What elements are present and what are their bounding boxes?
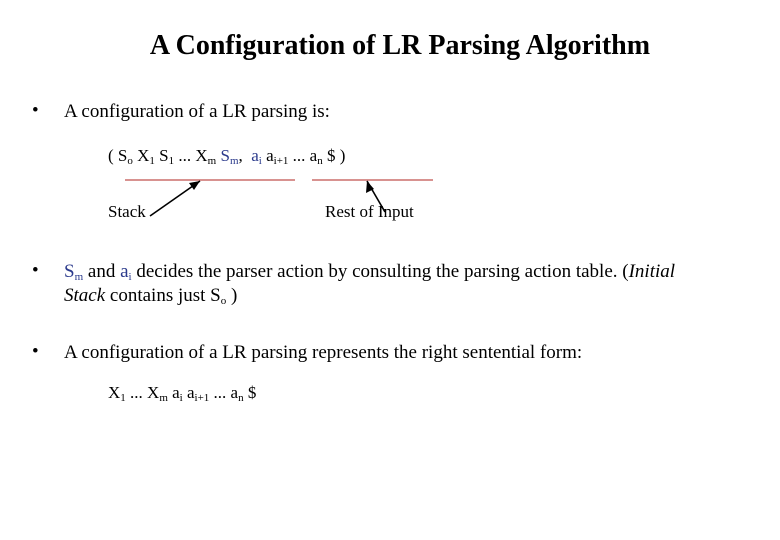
sentential-form: $X_1$ ... $X_m$ $a_i$ $a_{i+1}$ ... $a_n$ $: [108, 383, 257, 404]
bullet-2-text: $S_m$ and $a_i$ decides the parser action by consulting the parsing action table. (Initial Stack contains just $S_o$ ): [64, 261, 676, 307]
bullet-dot-1: •: [32, 100, 39, 121]
bullet-dot-2: •: [32, 260, 39, 281]
bullet-3-text: A configuration of a LR parsing represents the right sentential form:: [64, 342, 583, 363]
slide-title: A Configuration of LR Parsing Algorithm: [149, 30, 651, 61]
stack-label: Stack: [108, 202, 146, 221]
rest-of-input-label: Rest of Input: [325, 202, 414, 221]
configuration-expression: ( $S_o$ $X_1$ $S_1$ ... $X_m$ $S_m$, $a_i$ $a_{i+1}$ ... $a_n$ $ ): [108, 146, 346, 167]
stack-arrow-head: [189, 181, 200, 190]
bullet-dot-3: •: [32, 341, 39, 362]
bullet-1-text: A configuration of a LR parsing is:: [64, 101, 330, 122]
